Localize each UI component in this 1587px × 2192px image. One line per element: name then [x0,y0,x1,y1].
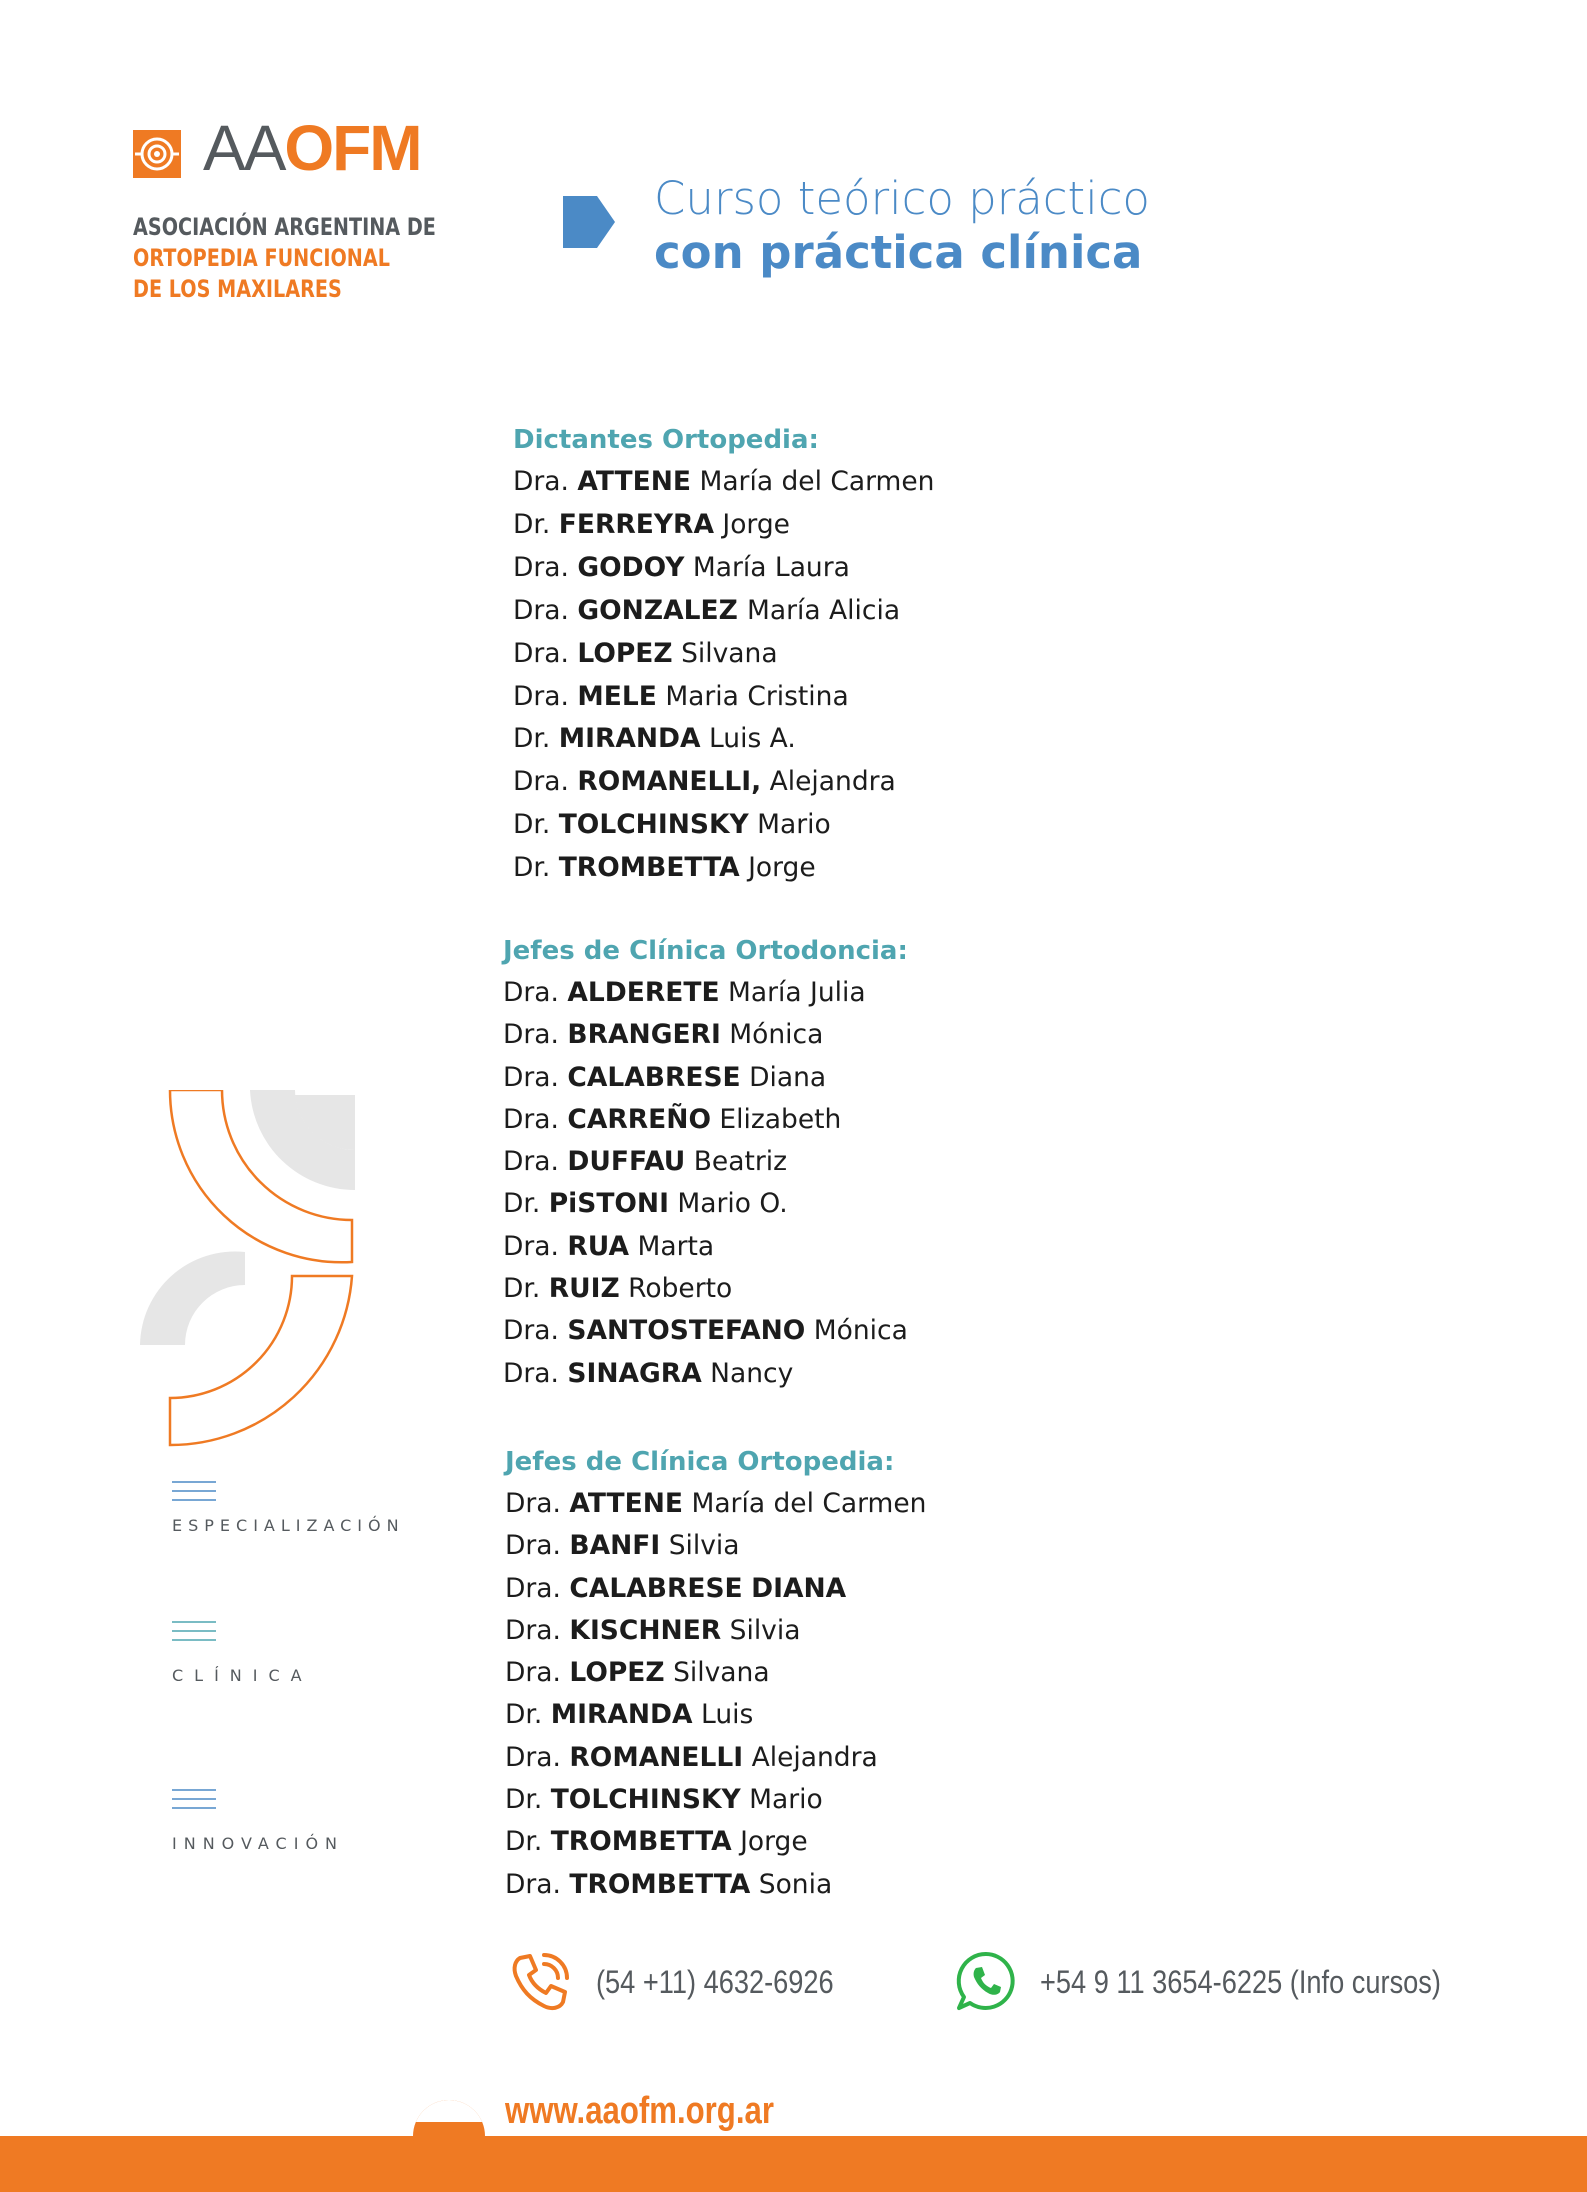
list-item [513,804,934,847]
phone-number: (54 +11) 4632-6926 [596,1964,834,2000]
section-jefes-clinica-ortopedia [505,1441,926,1906]
person-title: Dra. [505,1488,561,1519]
lines-icon [172,1480,216,1502]
person-given-name: Nancy [710,1357,794,1389]
person-title: Dr. [503,1188,541,1220]
list-item [513,847,934,890]
person-surname: TROMBETTA [558,852,740,884]
list-item [513,547,934,590]
person-surname: CALABRESE [567,1061,741,1093]
person-title: Dra. [513,766,569,798]
course-title-line-2: con práctica clínica [654,226,1143,279]
person-title: Dra. [513,594,569,626]
list-item [513,676,934,719]
list-item [503,1268,908,1310]
person-surname: MIRANDA [550,1699,693,1731]
person-surname: TROMBETTA [569,1868,751,1900]
footer-bar [0,2136,1587,2192]
list-item [503,1099,908,1141]
person-title: Dra. [503,1315,559,1347]
person-title: Dra. [513,637,569,669]
person-surname: KISCHNER [569,1614,722,1646]
person-given-name: Jorge [722,508,790,540]
list-item [505,1779,926,1821]
list-item [505,1694,926,1736]
person-surname: CALABRESE [569,1572,743,1604]
person-given-name: Silvana [673,1657,770,1689]
lines-icon [172,1788,216,1810]
person-given-name: María Laura [692,551,850,583]
person-surname: ROMANELLI [569,1741,744,1773]
person-title: Dra. [503,977,559,1008]
list-item [505,1737,926,1779]
person-given-name: Diana [749,1061,827,1093]
list-item [505,1525,926,1567]
lines-icon [172,1620,216,1642]
person-title: Dra. [505,1657,561,1689]
keyword-innovacion: INNOVACIÓN [172,1834,345,1853]
person-surname: TOLCHINSKY [550,1784,741,1816]
section-heading: Jefes de Clínica Ortopedia: [505,1447,895,1477]
person-surname: BRANGERI [567,1019,721,1051]
list-item [513,504,934,547]
list-item [503,1353,908,1395]
person-surname: ALDERETE [567,977,720,1008]
person-given-name: Silvia [668,1530,740,1562]
person-title: Dra. [513,466,569,497]
org-line-2: ORTOPEDIA FUNCIONAL [133,244,390,272]
person-surname: GODOY [577,551,685,583]
organization-name [133,212,436,305]
person-surname: ATTENE [577,466,692,497]
person-given-name: Jorge [740,1826,808,1858]
section-jefes-clinica-ortodoncia [503,930,908,1395]
list-item [513,461,934,504]
list-item [513,633,934,676]
person-surname: CARREÑO [567,1103,711,1135]
logo-ofm: OFM [284,112,421,184]
person-title: Dra. [503,1019,559,1051]
course-title [654,172,1150,280]
person-given-name: Marta [637,1230,715,1262]
person-given-name: Silvana [681,637,778,669]
person-title: Dra. [505,1614,561,1646]
person-surname: PiSTONI [548,1188,669,1220]
person-title: Dra. [505,1868,561,1900]
person-given-name: Mario O. [677,1188,788,1220]
person-title: Dra. [503,1357,559,1389]
list-item [513,761,934,804]
person-surname: LOPEZ [569,1657,665,1689]
list-item [503,1014,908,1056]
person-title: Dr. [505,1826,543,1858]
list-item [505,1483,926,1525]
person-given-name: Mario [749,1784,823,1816]
list-item [505,1610,926,1652]
org-line-3: DE LOS MAXILARES [133,275,342,303]
list-item [513,718,934,761]
list-item [503,1310,908,1352]
website-link[interactable]: www.aaofm.org.ar [505,2090,774,2132]
person-title: Dra. [513,680,569,712]
person-given-name: Luis A. [709,723,796,755]
whatsapp-number: +54 9 11 3654-6225 (Info cursos) [1040,1964,1441,2000]
person-given-name: Elizabeth [719,1103,842,1135]
list-item [503,972,908,1014]
person-surname: ATTENE [569,1488,684,1519]
person-title: Dra. [505,1741,561,1773]
person-given-name: Beatriz [693,1146,788,1178]
section-heading: Jefes de Clínica Ortodoncia: [503,936,908,966]
person-title: Dra. [503,1061,559,1093]
person-title: Dr. [503,1273,541,1305]
decorative-arc-graphic [140,1090,362,1450]
person-surname: RUIZ [548,1273,620,1305]
person-surname: MELE [577,680,657,712]
list-item [503,1226,908,1268]
logo-wordmark [203,112,421,184]
person-title: Dr. [505,1699,543,1731]
whatsapp-icon [955,1950,1017,2012]
list-item [505,1652,926,1694]
person-title: Dr. [513,508,551,540]
person-surname: TOLCHINSKY [558,809,749,841]
person-surname: SINAGRA [567,1357,702,1389]
list-item [513,590,934,633]
list-item [505,1864,926,1906]
person-given-name: Sonia [758,1868,833,1900]
logo-aa: AA [203,112,285,184]
person-given-name: Mario [757,809,831,841]
person-given-name: María del Carmen [699,466,935,497]
person-surname: GONZALEZ [577,594,748,626]
section-dictantes-ortopedia [513,419,934,890]
person-surname: SANTOSTEFANO [567,1315,806,1347]
course-title-line-1: Curso teórico práctico [654,172,1150,225]
person-given-name: Jorge [748,852,816,884]
person-surname: BANFI [569,1530,661,1562]
person-given-name: Maria Cristina [665,680,849,712]
person-given-name: María del Carmen [691,1488,927,1519]
person-given-name: Alejandra [751,1741,878,1773]
list-item [505,1821,926,1863]
person-given-name: Alejandra [769,766,896,798]
person-title: Dra. [503,1146,559,1178]
person-title: Dr. [513,723,559,755]
person-surname: ROMANELLI, [577,766,762,798]
footer-circle-decoration [413,2100,485,2172]
person-given-name: María Julia [728,977,866,1008]
person-given-name: Silvia [729,1614,801,1646]
person-title: Dr. [505,1784,543,1816]
person-surname: TROMBETTA [550,1826,732,1858]
person-title: Dr. [513,809,551,841]
target-icon [133,130,181,178]
person-surname: RUA [567,1230,630,1262]
person-title: Dra. [503,1103,559,1135]
person-given-name: Roberto [628,1273,733,1305]
person-given-name: Luis [701,1699,754,1731]
person-title: Dr. [513,852,551,884]
person-title: Dra. [505,1572,561,1604]
person-title: Dra. [503,1230,559,1262]
list-item [503,1141,908,1183]
person-surname: DUFFAU [567,1146,686,1178]
phone-icon [508,1952,570,2014]
section-heading: Dictantes Ortopedia: [513,425,819,455]
person-given-name: María Alicia [747,594,901,626]
person-surname: FERREYRA [558,508,714,540]
keyword-clinica: CLÍNICA [172,1666,313,1685]
person-given-name: Mónica [729,1019,824,1051]
person-title: Dra. [513,551,569,583]
person-surname: LOPEZ [577,637,673,669]
person-surname: MIRANDA [558,723,701,755]
list-item [505,1568,926,1610]
arrow-tag-icon [563,196,615,248]
list-item [503,1057,908,1099]
person-given-name: DIANA [751,1572,847,1604]
person-title: Dra. [505,1530,561,1562]
keyword-especializacion: ESPECIALIZACIÓN [172,1516,405,1535]
list-item [503,1183,908,1225]
person-given-name: Mónica [813,1315,908,1347]
org-line-1: ASOCIACIÓN ARGENTINA DE [133,213,436,241]
